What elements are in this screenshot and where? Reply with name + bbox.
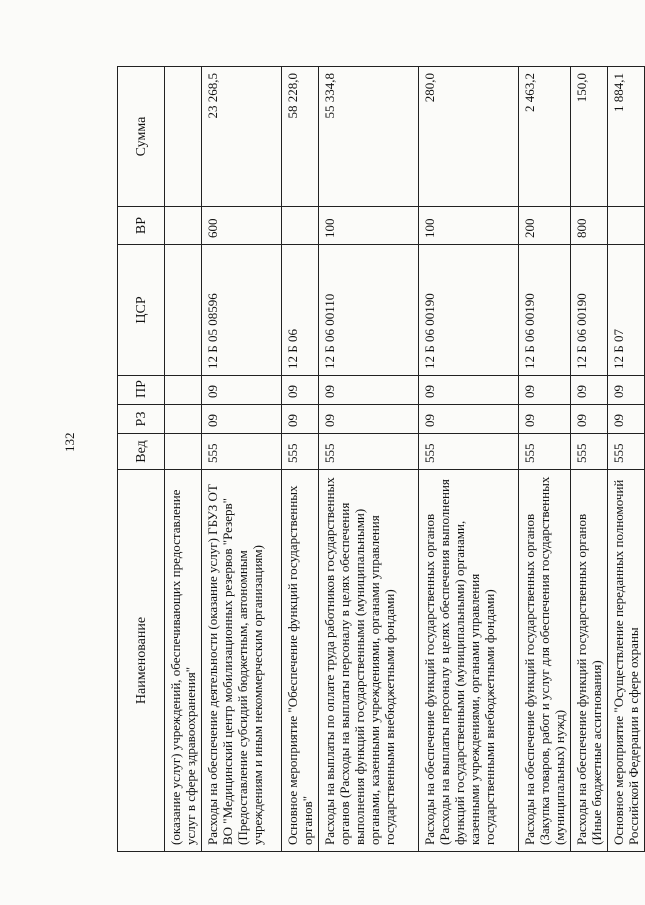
cell-pr: 09 — [202, 376, 282, 405]
cell-vr: 600 — [202, 207, 282, 245]
header-sum: Сумма — [118, 67, 165, 207]
cell-pr: 09 — [419, 376, 519, 405]
budget-table-container — [117, 67, 641, 852]
table-header-row — [118, 67, 165, 852]
header-vr: ВР — [118, 207, 165, 245]
page-number: 132 — [62, 432, 77, 452]
cell-vr — [282, 207, 319, 245]
cell-name: Основное мероприятие "Обеспечение функций государственных органов" — [282, 470, 319, 852]
cell-rz: 09 — [608, 405, 645, 434]
cell-rz: 09 — [519, 405, 571, 434]
cell-pr — [165, 376, 202, 405]
budget-table — [117, 66, 645, 852]
header-csr: ЦСР — [118, 245, 165, 376]
header-ved: Вед — [118, 434, 165, 470]
cell-pr: 09 — [282, 376, 319, 405]
cell-csr: 12 Б 06 — [282, 245, 319, 376]
cell-ved: 555 — [202, 434, 282, 470]
cell-rz: 09 — [319, 405, 419, 434]
cell-csr: 12 Б 06 00190 — [571, 245, 608, 376]
cell-vr: 100 — [319, 207, 419, 245]
cell-rz: 09 — [202, 405, 282, 434]
cell-csr: 12 Б 06 00110 — [319, 245, 419, 376]
table-row — [282, 67, 319, 852]
cell-csr: 12 Б 07 — [608, 245, 645, 376]
cell-rz — [165, 405, 202, 434]
cell-ved: 555 — [519, 434, 571, 470]
cell-sum: 58 228,0 — [282, 67, 319, 207]
header-pr: ПР — [118, 376, 165, 405]
cell-ved: 555 — [282, 434, 319, 470]
header-rz: РЗ — [118, 405, 165, 434]
cell-rz: 09 — [282, 405, 319, 434]
cell-sum: 150,0 — [571, 67, 608, 207]
table-row — [419, 67, 519, 852]
cell-csr: 12 Б 06 00190 — [519, 245, 571, 376]
table-row — [608, 67, 645, 852]
cell-vr: 100 — [419, 207, 519, 245]
cell-vr — [165, 207, 202, 245]
cell-vr: 200 — [519, 207, 571, 245]
cell-csr: 12 Б 06 00190 — [419, 245, 519, 376]
cell-vr — [608, 207, 645, 245]
cell-csr: 12 Б 05 08596 — [202, 245, 282, 376]
cell-sum: 23 268,5 — [202, 67, 282, 207]
table-row — [202, 67, 282, 852]
table-row — [319, 67, 419, 852]
cell-sum: 280,0 — [419, 67, 519, 207]
cell-sum: 2 463,2 — [519, 67, 571, 207]
cell-pr: 09 — [608, 376, 645, 405]
cell-name: Основное мероприятие "Осуществление переданных полномочий Российской Федерации в сфере охраны — [608, 470, 645, 852]
table-row — [571, 67, 608, 852]
cell-rz: 09 — [571, 405, 608, 434]
cell-ved: 555 — [419, 434, 519, 470]
cell-pr: 09 — [319, 376, 419, 405]
cell-name: Расходы на обеспечение функций государственных органов (Расходы на выплаты персоналу в целях обеспечения выполнения функций государственными (муниципальными) органами, казенными учреждениями, органами управления государственными внебюджетными фондами) — [419, 470, 519, 852]
cell-sum: 55 334,8 — [319, 67, 419, 207]
cell-name: Расходы на выплаты по оплате труда работников государственных органов (Расходы на выплаты персоналу в целях обеспечения выполнения функций государственными (муниципальными) органами, казенными учреждениями, органами управления государственными внебюджетными фондами) — [319, 470, 419, 852]
cell-name: (оказание услуг) учреждений, обеспечивающих предоставление услуг в сфере здравоохранения" — [165, 470, 202, 852]
cell-ved: 555 — [608, 434, 645, 470]
cell-csr — [165, 245, 202, 376]
cell-pr: 09 — [571, 376, 608, 405]
table-row — [519, 67, 571, 852]
cell-name: Расходы на обеспечение функций государственных органов (Закупка товаров, работ и услуг для обеспечения государственных (муниципальных) нужд) — [519, 470, 571, 852]
cell-rz: 09 — [419, 405, 519, 434]
cell-pr: 09 — [519, 376, 571, 405]
table-row — [165, 67, 202, 852]
cell-ved: 555 — [319, 434, 419, 470]
cell-sum: 1 884,1 — [608, 67, 645, 207]
cell-vr: 800 — [571, 207, 608, 245]
cell-ved: 555 — [571, 434, 608, 470]
cell-name: Расходы на обеспечение функций государственных органов (Иные бюджетные ассигнования) — [571, 470, 608, 852]
cell-sum — [165, 67, 202, 207]
cell-name: Расходы на обеспечение деятельности (оказание услуг) ГБУЗ ОТ ВО "Медицинский центр мобилизационных резервов "Резерв" (Предоставление субсидий бюджетным, автономным учреждениям и иным некоммерческим организациям) — [202, 470, 282, 852]
header-name: Наименование — [118, 470, 165, 852]
cell-ved — [165, 434, 202, 470]
